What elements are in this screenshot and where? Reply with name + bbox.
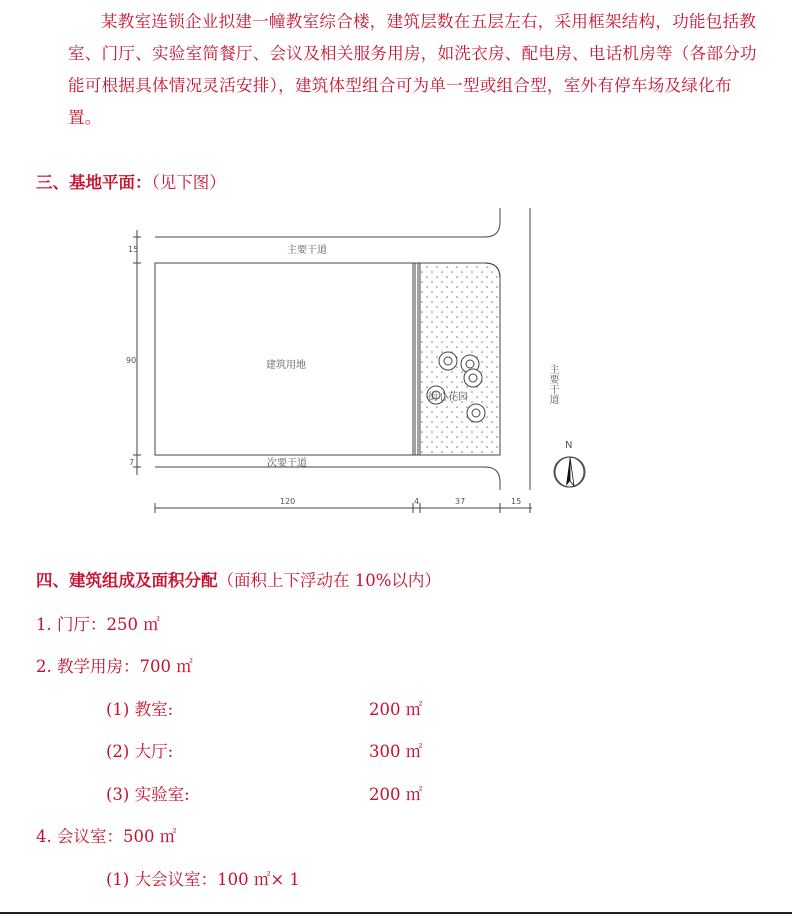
section-4-title: 四、建筑组成及面积分配 <box>36 571 218 590</box>
main-road-right-text: 主要干道 <box>518 364 558 375</box>
item-teaching-rooms: 2. 教学用房：700 ㎡ <box>36 657 193 676</box>
dim-left: 90 <box>126 356 137 365</box>
item-meeting-room: 4. 会议室：500 ㎡ <box>36 827 177 846</box>
site-plan-drawing <box>100 200 573 525</box>
page-bottom-rule <box>0 912 792 914</box>
sub-item-lab <box>106 782 466 808</box>
item-lobby: 1. 门厅：250 ㎡ <box>36 615 160 634</box>
street-garden <box>420 263 500 455</box>
secondary-road-label: 次要干道 <box>267 458 307 469</box>
intro-paragraph: 某教室连锁企业拟建一幢教室综合楼，建筑层数在五层左右，采用框架结构，功能包括教室、门厅、实验室简餐厅、会议及相关服务用房，如洗衣房、配电房、电话机房等（各部分功能可根据具体情况灵活安排），建筑体型组合可为单一型或组合型，室外有停车场及绿化布置。 <box>68 12 757 127</box>
sub-item-lab-label: (3) 实验室: <box>106 785 190 804</box>
sub-item-hall-label: (2) 大厅: <box>106 742 174 761</box>
section-3-title: 三、基地平面： <box>36 173 152 192</box>
secondary-road <box>155 455 500 490</box>
sub-item-hall <box>106 739 466 765</box>
building-site <box>155 263 415 455</box>
sub-item-classroom <box>106 697 466 723</box>
main-road-top-label: 主要干道 <box>287 245 327 256</box>
north-label: N <box>565 440 573 451</box>
sub-item-lab-value: 200 ㎡ <box>369 785 423 804</box>
sub-item-hall-value: 300 ㎡ <box>369 742 423 761</box>
dim-120: 120 <box>280 497 296 506</box>
sub-item-classroom-value: 200 ㎡ <box>369 700 423 719</box>
sub-item-classroom-label: (1) 教室: <box>106 700 174 719</box>
section-3-note: （见下图） <box>151 173 226 192</box>
dim-top: 15 <box>128 245 139 254</box>
dim-37: 37 <box>455 497 466 506</box>
left-dimension-line <box>133 230 141 475</box>
street-garden-label: 街心花园 <box>428 392 468 403</box>
dim-4: 4 <box>414 497 420 506</box>
sub-item-large-meeting-room: (1) 大会议室：100 ㎡× 1 <box>106 870 300 889</box>
section-4-note: （面积上下浮动在 10%以内） <box>217 571 441 590</box>
section-4-heading <box>36 568 441 594</box>
bottom-dimension-line <box>155 503 532 513</box>
section-3-heading <box>36 170 226 196</box>
main-road-right <box>500 208 530 490</box>
north-arrow-symbol <box>553 455 587 489</box>
dim-bottom: 7 <box>129 458 135 467</box>
main-road-right-label <box>518 364 559 404</box>
dim-15: 15 <box>511 497 522 506</box>
building-site-label: 建筑用地 <box>266 360 306 371</box>
